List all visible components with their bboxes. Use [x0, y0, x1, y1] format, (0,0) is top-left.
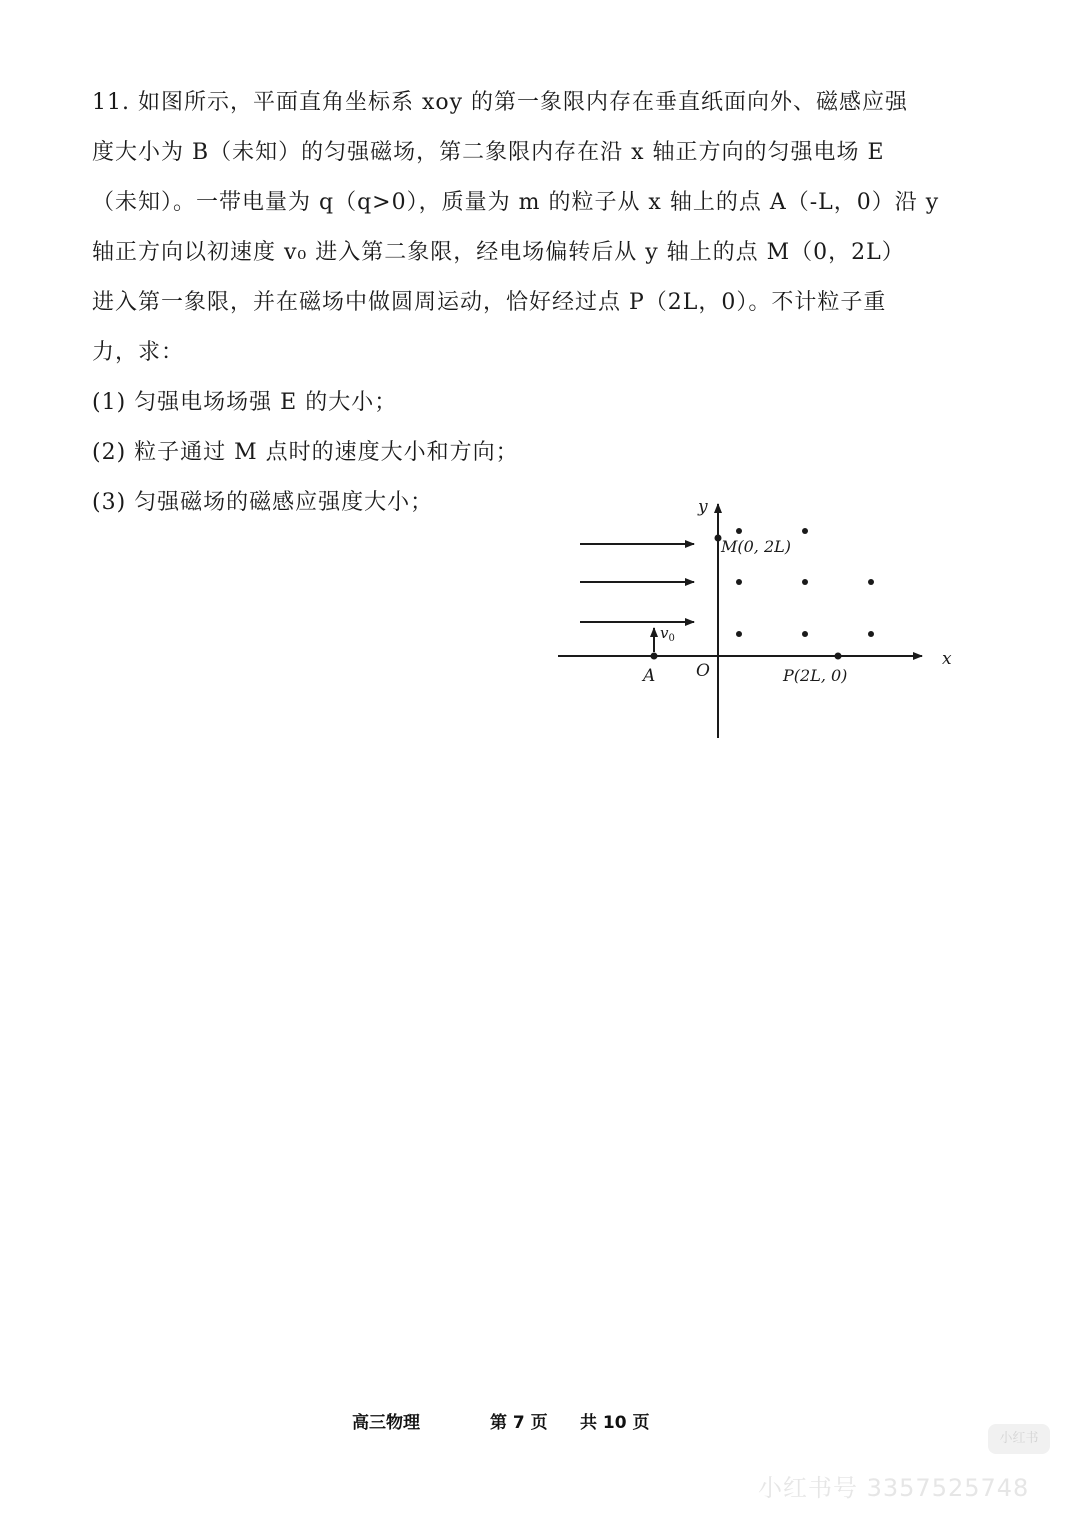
magnetic-field-dot: [736, 631, 742, 637]
velocity-symbol: v: [660, 624, 669, 642]
question-1: (1) 匀强电场场强 E 的大小；: [92, 390, 398, 415]
velocity-label: [660, 624, 675, 644]
magnetic-field-dot: [868, 631, 874, 637]
footer-total-pages: 共 10 页: [580, 1413, 650, 1433]
point-a-label: A: [643, 666, 656, 686]
problem-line-4: 轴正方向以初速度 v₀ 进入第二象限，经电场偏转后从 y 轴上的点 M（0，2L）: [92, 240, 905, 265]
point-m-label: M(0, 2L): [721, 537, 792, 556]
problem-line-1: 11. 如图所示，平面直角坐标系 xoy 的第一象限内存在垂直纸面向外、磁感应强: [92, 90, 909, 115]
problem-line-6: 力，求：: [92, 340, 185, 365]
magnetic-field-dot: [802, 528, 808, 534]
field-diagram: [550, 490, 970, 750]
problem-line-5: 进入第一象限，并在磁场中做圆周运动，恰好经过点 P（2L，0）。不计粒子重: [92, 290, 887, 315]
problem-line-2: 度大小为 B（未知）的匀强磁场，第二象限内存在沿 x 轴正方向的匀强电场 E: [92, 140, 885, 165]
point-p-label: P(2L, 0): [783, 666, 848, 685]
watermark-logo: 小红书: [988, 1424, 1050, 1454]
y-axis-label: y: [698, 497, 708, 517]
magnetic-field-dot: [736, 528, 742, 534]
problem-11: [92, 78, 952, 528]
problem-line-3: （未知）。一带电量为 q（q>0），质量为 m 的粒子从 x 轴上的点 A（-L，0）沿 y: [92, 190, 940, 215]
footer-subject: 高三物理: [352, 1413, 420, 1433]
magnetic-field-dot: [802, 579, 808, 585]
point-a: [651, 653, 658, 660]
magnetic-field-dot: [802, 631, 808, 637]
point-p: [835, 653, 842, 660]
x-axis-label: x: [942, 649, 952, 669]
watermark-id: 小红书号 3357525748: [758, 1474, 1030, 1502]
magnetic-field-dot: [868, 579, 874, 585]
question-3: (3) 匀强磁场的磁感应强度大小；: [92, 490, 434, 515]
footer-page-number: 第 7 页: [490, 1413, 548, 1433]
velocity-subscript: 0: [668, 633, 675, 644]
origin-label: O: [696, 661, 710, 681]
question-2: (2) 粒子通过 M 点时的速度大小和方向；: [92, 440, 519, 465]
magnetic-field-dot: [736, 579, 742, 585]
